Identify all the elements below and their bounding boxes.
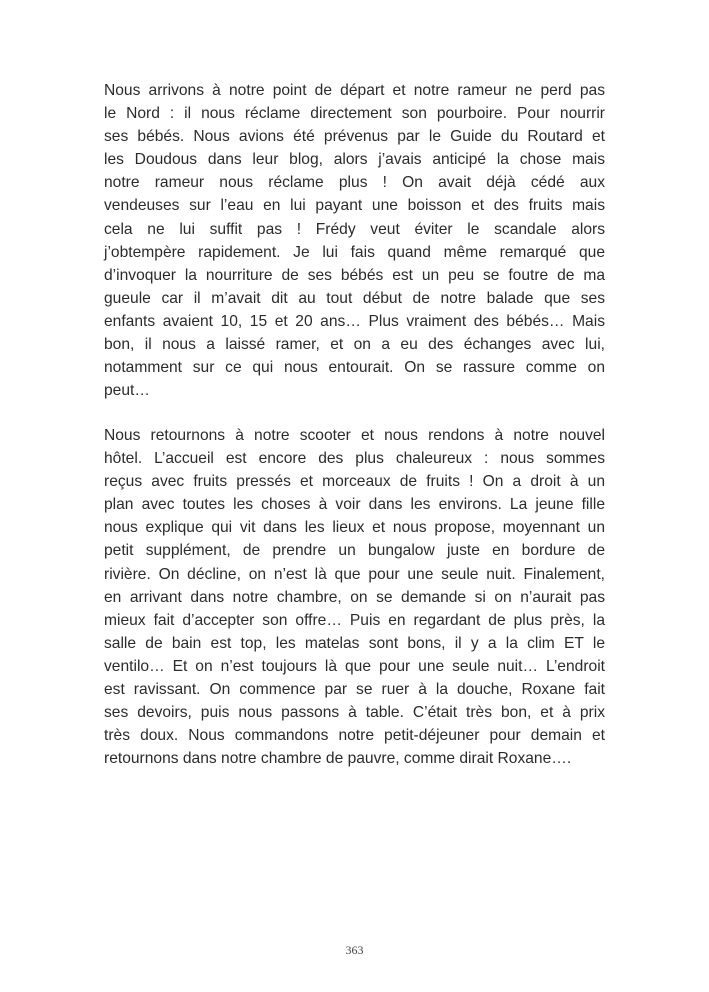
text-line: d’invoquer la nourriture de ses bébés est un peu se foutre de ma [104, 266, 605, 284]
text-line: plan avec toutes les choses à voir dans les environs. La jeune fille [104, 496, 605, 514]
text-line: notre rameur nous réclame plus ! On avait déjà cédé aux [104, 174, 605, 192]
paragraph-1 [104, 79, 605, 402]
text-line: petit supplément, de prendre un bungalow juste en bordure de [104, 542, 605, 560]
text-line: est ravissant. On commence par se ruer à la douche, Roxane fait [104, 681, 605, 699]
text-line: bon, il nous a laissé ramer, et on a eu des échanges avec lui, [104, 336, 605, 354]
text-line: cela ne lui suffit pas ! Frédy veut éviter le scandale alors [104, 220, 605, 238]
text-line: rivière. On décline, on n’est là que pour une seule nuit. Finalement, [104, 565, 605, 583]
text-line: hôtel. L’accueil est encore des plus chaleureux : nous sommes [104, 450, 605, 468]
text-line: ventilo… Et on n’est toujours là que pour une seule nuit… L’endroit [104, 657, 605, 675]
text-line: en arrivant dans notre chambre, on se demande si on n’aurait pas [104, 588, 605, 606]
text-line: très doux. Nous commandons notre petit-déjeuner pour demain et [104, 727, 605, 745]
text-line: le Nord : il nous réclame directement son pourboire. Pour nourrir [104, 105, 605, 123]
text-line: j’obtempère rapidement. Je lui fais quand même remarqué que [104, 243, 605, 261]
text-line: reçus avec fruits pressés et morceaux de fruits ! On a droit à un [104, 473, 605, 491]
paragraph-2 [104, 424, 605, 770]
text-line: mieux fait d’accepter son offre… Puis en regardant de plus près, la [104, 611, 605, 629]
text-line: vendeuses sur l’eau en lui payant une boisson et des fruits mais [104, 197, 605, 215]
text-line: les Doudous dans leur blog, alors j’avais anticipé la chose mais [104, 151, 605, 169]
text-line: notamment sur ce qui nous entourait. On se rassure comme on [104, 359, 605, 377]
text-line: ses devoirs, puis nous passons à table. C’était très bon, et à prix [104, 704, 605, 722]
text-line: enfants avaient 10, 15 et 20 ans… Plus vraiment des bébés… Mais [104, 312, 605, 330]
text-line: peut… [104, 382, 150, 400]
text-line: retournons dans notre chambre de pauvre, comme dirait Roxane…. [104, 750, 572, 768]
text-line: nous explique qui vit dans les lieux et nous propose, moyennant un [104, 519, 605, 537]
text-line: Nous retournons à notre scooter et nous rendons à notre nouvel [104, 427, 605, 444]
page-number: 363 [345, 943, 364, 957]
text-line: salle de bain est top, les matelas sont bons, il y a la clim ET le [104, 634, 605, 652]
text-line: gueule car il m’avait dit au tout début de notre balade que ses [104, 289, 605, 307]
text-line: Nous arrivons à notre point de départ et notre rameur ne perd pas [104, 82, 605, 99]
text-line: ses bébés. Nous avions été prévenus par le Guide du Routard et [104, 128, 605, 146]
